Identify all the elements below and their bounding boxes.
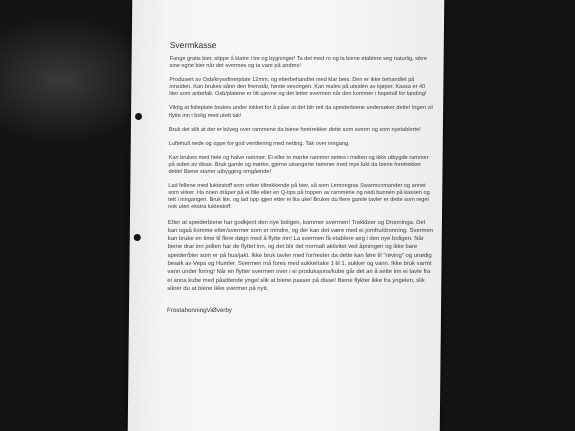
paragraph-scent: Lad fellene med luktestoff som virker tiltrekkende på bier, så som Lemongras Swarmcomander og annet som virker. Ha noen dråper på ei fille eller en Q-tips på toppen av rammene og nedi bunnen på kassen og tett i inngangen. Bruk lite, og lad opp igjen etter ei lita uke! Bruker du flere gamle tavler er dette som regel nok uten ekstra luktestoff. [168, 183, 430, 211]
paragraph-material: Produsert av Osb/kryssfinerplate 12mm, og etterbehandlet med klar beis. Den er ikke behandlet på innsiden. Kan brukes sånn den fremstår, første sesongen. Kan males på utsiden av kjøper. Kassa er 40 liter som anbefalt. Osb/platene er litt ujevne og det letter svermen når den kommer i hopetall for landing! [169, 77, 427, 98]
paragraph-foil: Viktig at folieplate brukes under lokket for å påse at det blir tett da speiderbiene undersøker dette! Ingen vil flytte inn i bolig med utett tak! [169, 105, 433, 119]
paragraph-ventilation: Luftehull nede og oppe for god ventilering med netting. Tak over inngang. [168, 140, 350, 147]
paragraph-frames: Kan brukes med hele og halve rammer. Ei eller to mørke rammer settes i midten og ikke utbygde rammer på siden av disse. Bruk gamle og mørke, gjerne utrangerte rammer med mye lukt da biene foretrekker dette! Biene starter utbygging omgående! [168, 154, 429, 176]
paragraph-intro: Fange gratis bier, slippe å klatre i tre og bygninger! Ta det med ro og la biene etablere seg naturlig, sikre sine egne bier når det svermes og ta vare på andres! [169, 56, 428, 70]
document-body [167, 40, 436, 314]
signature: FrostahonningViØverby [166, 307, 232, 315]
paragraph-usage: Bruk det slik at der er bi/veg over rammene da biene foretrekker dette som sverm og som nyetablerte! [168, 126, 421, 133]
punch-hole-lower [134, 234, 141, 241]
punch-hole-upper [135, 113, 142, 120]
paragraph-swarm: Etter at speiderbiene har godkjent den nye boligen, kommer svermen! Trekkbier og Dronninga. Det kan også komme etter/svermer som er mindre, og der kan det være med ei jomfru/dronning. Svermen kan bruke en time til flere døgn med å flytte inn! La svermen få etablere seg i den nye boligen. Når biene drar inn pollen har de flyttet inn, og det blir det normalt aktivitet ved åpningen og ikke bare speider/bier som er på hus/jakt. Ikke bruk tavler med for/rester da dette kan føre til "røving" og unødig besøk av Veps og Humler. Svermen må fores med sukkerlake 1 til 1, sukker og vann. Ikke bruk varmt vann under foring! Når en flytter svermen over i ei produksjons/kube går det an å sette inn ei tavle fra ei anna kube med påsittende yngel slik at bienе passer på disse! Biene flykter ikke fra yngelen, slik sikrer du at biene ikke svermer på nytt. [167, 219, 434, 292]
document-title: Svermkasse [169, 40, 217, 50]
paper-sheet [128, 0, 445, 431]
